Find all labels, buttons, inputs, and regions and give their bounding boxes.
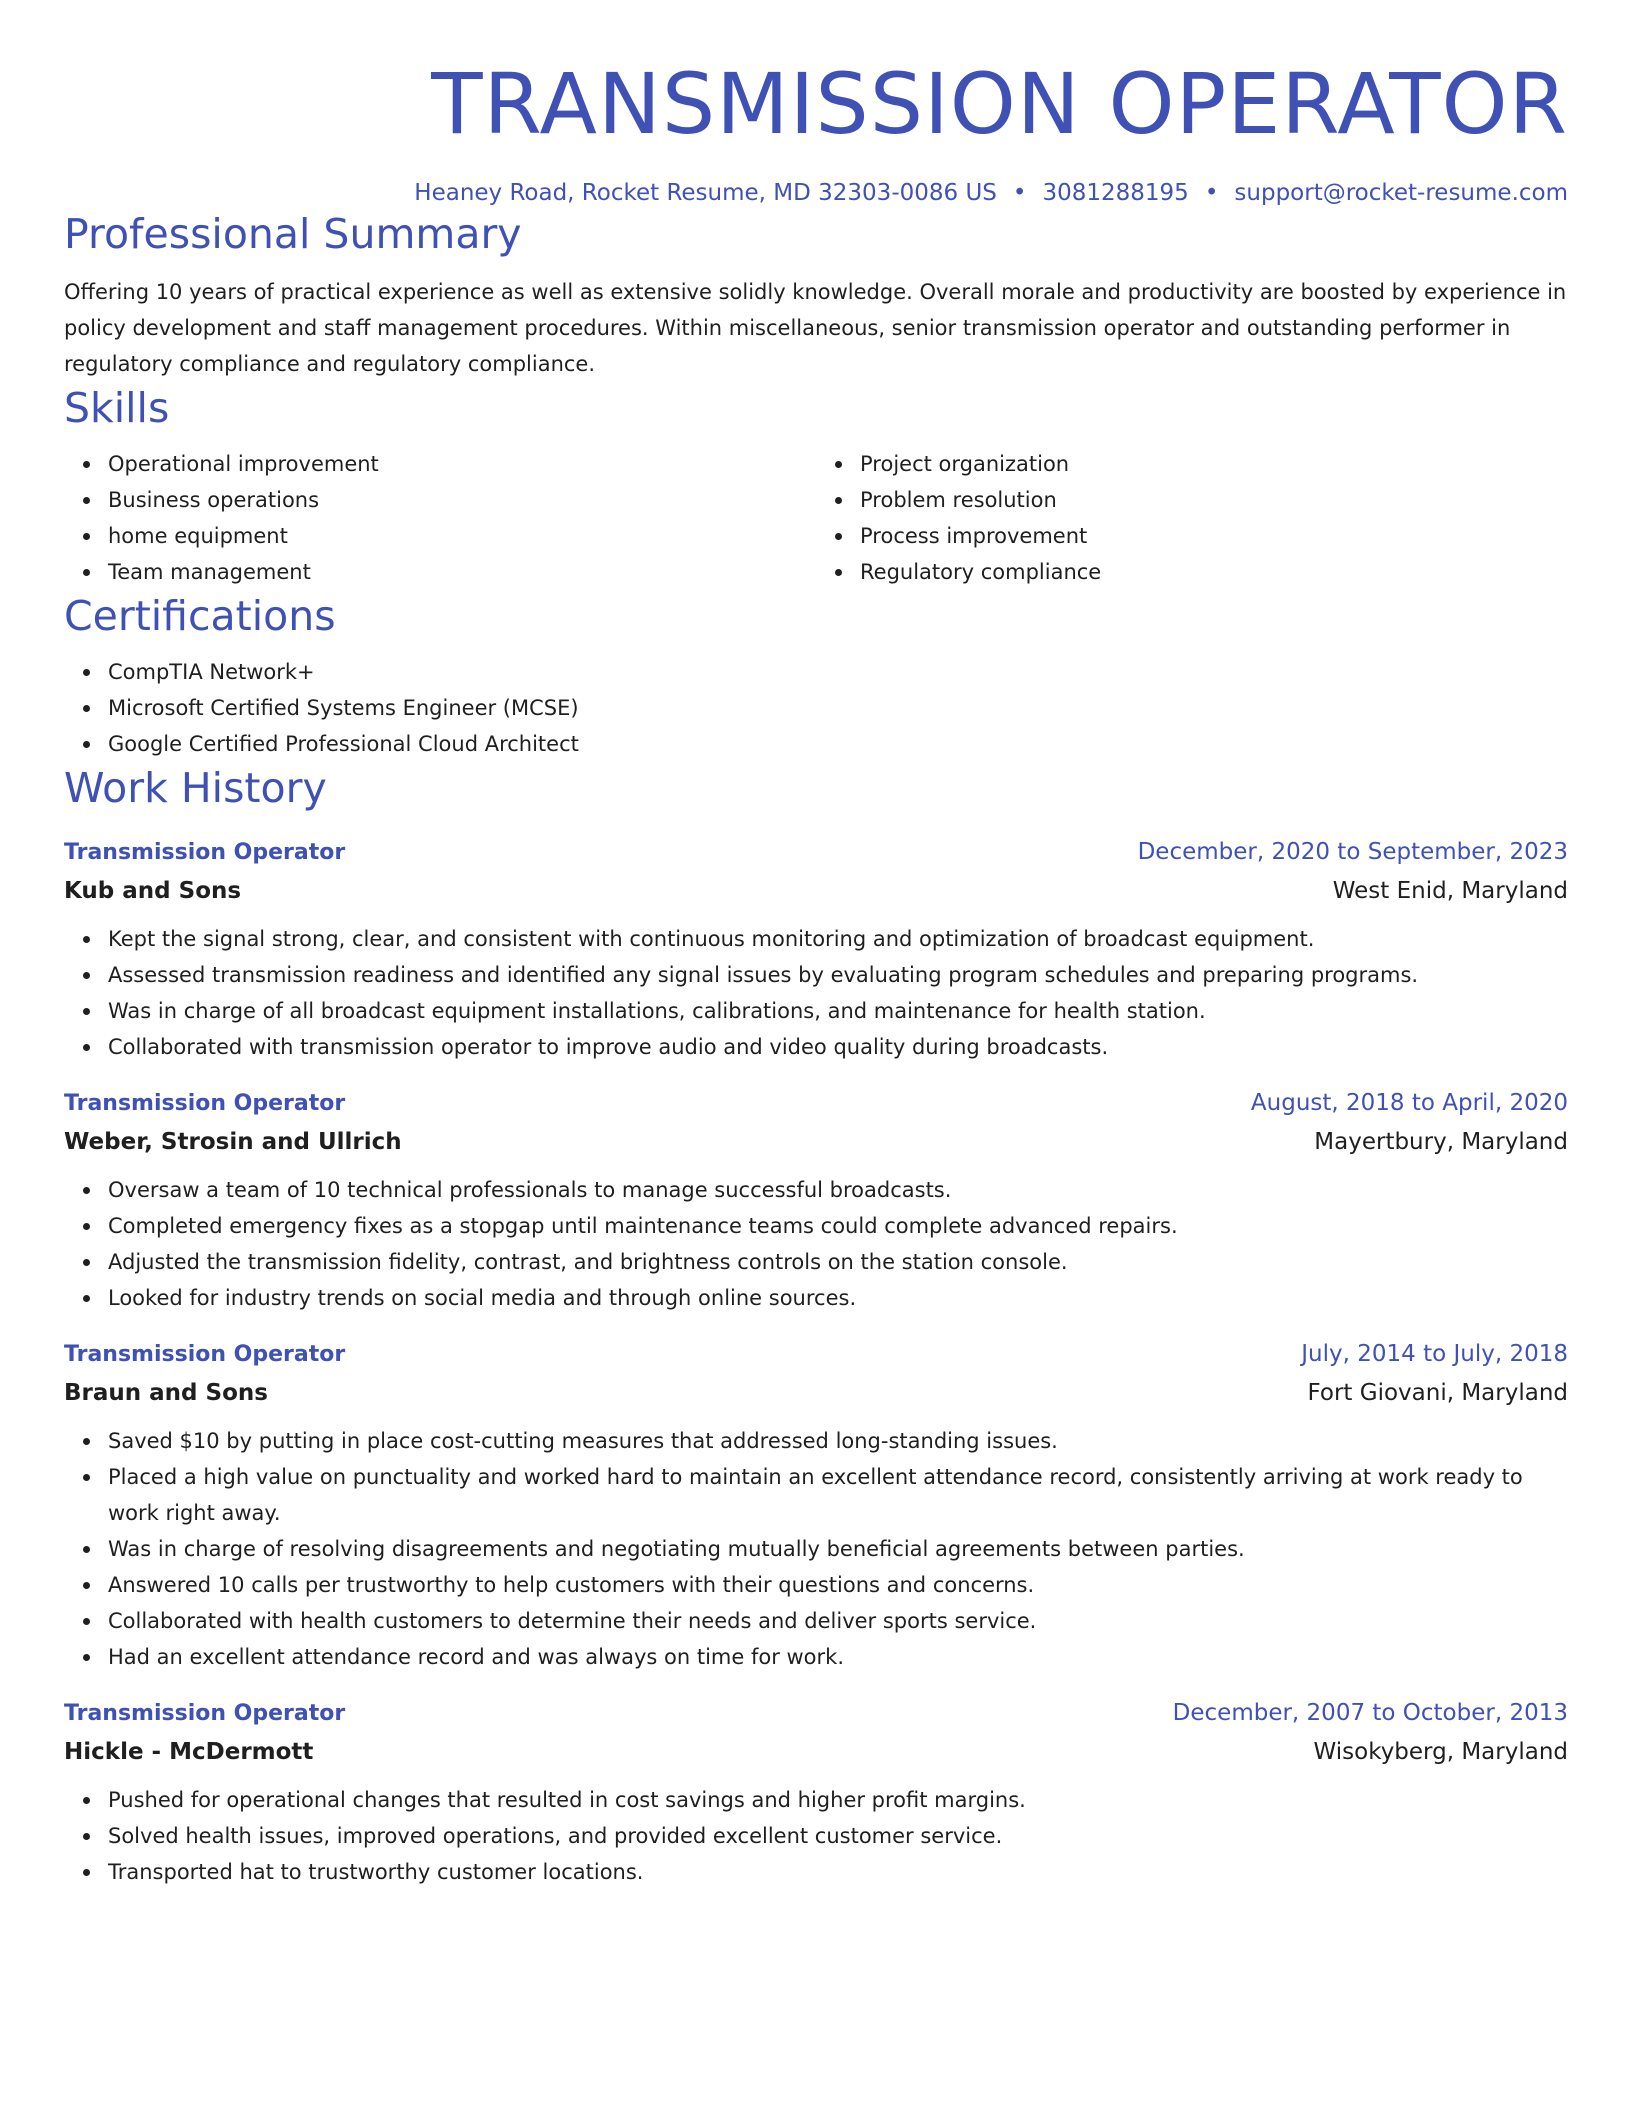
contact-separator: • [1012, 180, 1027, 206]
skill-item: Regulatory compliance [860, 554, 1568, 590]
skill-item: Problem resolution [860, 482, 1568, 518]
job-bullet: Saved $10 by putting in place cost-cutting measures that addressed long-standing issues. [108, 1423, 1568, 1459]
contact-phone: 3081288195 [1042, 180, 1189, 206]
certifications-heading: Certifications [64, 592, 336, 640]
job-bullet: Placed a high value on punctuality and worked hard to maintain an excellent attendance record, consistently arriving at work ready to work right away. [108, 1459, 1568, 1531]
work-history-heading: Work History [64, 764, 327, 812]
skill-item: Business operations [108, 482, 816, 518]
job-company: Kub and Sons [64, 878, 242, 904]
certifications-list [64, 654, 1568, 762]
job-bullet: Completed emergency fixes as a stopgap until maintenance teams could complete advanced repairs. [108, 1208, 1568, 1244]
skills-right-list [816, 446, 1568, 590]
job-entry [64, 1695, 1568, 1890]
job-bullet: Solved health issues, improved operations, and provided excellent customer service. [108, 1818, 1568, 1854]
contact-separator: • [1204, 180, 1219, 206]
job-bullets [64, 921, 1568, 1065]
job-bullets [64, 1782, 1568, 1890]
job-company: Hickle - McDermott [64, 1739, 314, 1765]
job-company: Weber, Strosin and Ullrich [64, 1129, 402, 1155]
job-bullet: Looked for industry trends on social media and through online sources. [108, 1280, 1568, 1316]
job-bullet: Was in charge of all broadcast equipment installations, calibrations, and maintenance for health station. [108, 993, 1568, 1029]
job-location: Mayertbury, Maryland [1314, 1129, 1568, 1155]
job-bullet: Was in charge of resolving disagreements and negotiating mutually beneficial agreements between parties. [108, 1531, 1568, 1567]
job-bullet: Pushed for operational changes that resulted in cost savings and higher profit margins. [108, 1782, 1568, 1818]
skills-grid [64, 446, 1568, 590]
job-location: Wisokyberg, Maryland [1313, 1739, 1568, 1765]
job-dates: December, 2020 to September, 2023 [1137, 839, 1568, 865]
job-bullet: Collaborated with health customers to determine their needs and deliver sports service. [108, 1603, 1568, 1639]
job-location: West Enid, Maryland [1332, 878, 1568, 904]
summary-text: Offering 10 years of practical experience as well as extensive solidly knowledge. Overall morale and productivity are boosted by experience in policy development and staff management procedures. Within miscellaneous, senior transmission operator and outstanding performer in regulatory compliance and regulatory compliance. [64, 280, 1567, 376]
contact-address: Heaney Road, Rocket Resume, MD 32303-0086 US [414, 180, 997, 206]
job-bullet: Kept the signal strong, clear, and consistent with continuous monitoring and optimization of broadcast equipment. [108, 921, 1568, 957]
skill-item: Team management [108, 554, 816, 590]
certification-item: Google Certified Professional Cloud Architect [108, 726, 1568, 762]
job-bullet: Assessed transmission readiness and identified any signal issues by evaluating program schedules and preparing programs. [108, 957, 1568, 993]
job-entry [64, 834, 1568, 1065]
skills-heading: Skills [64, 384, 170, 432]
resume-title: TRANSMISSION OPERATOR [431, 55, 1568, 153]
skill-item: home equipment [108, 518, 816, 554]
job-bullet: Oversaw a team of 10 technical professionals to manage successful broadcasts. [108, 1172, 1568, 1208]
contact-line [64, 178, 1568, 208]
job-bullet: Had an excellent attendance record and was always on time for work. [108, 1639, 1568, 1675]
summary-heading: Professional Summary [64, 210, 522, 258]
job-entry [64, 1336, 1568, 1675]
job-dates: July, 2014 to July, 2018 [1301, 1341, 1568, 1367]
job-bullet: Transported hat to trustworthy customer locations. [108, 1854, 1568, 1890]
job-title: Transmission Operator [64, 1342, 346, 1367]
job-company: Braun and Sons [64, 1380, 268, 1406]
skill-item: Process improvement [860, 518, 1568, 554]
certification-item: Microsoft Certified Systems Engineer (MCSE) [108, 690, 1568, 726]
skill-item: Project organization [860, 446, 1568, 482]
job-dates: December, 2007 to October, 2013 [1172, 1700, 1568, 1726]
certification-item: CompTIA Network+ [108, 654, 1568, 690]
job-title: Transmission Operator [64, 1701, 346, 1726]
job-bullets [64, 1423, 1568, 1675]
job-bullet: Collaborated with transmission operator to improve audio and video quality during broadcasts. [108, 1029, 1568, 1065]
job-bullets [64, 1172, 1568, 1316]
job-bullet: Answered 10 calls per trustworthy to help customers with their questions and concerns. [108, 1567, 1568, 1603]
job-location: Fort Giovani, Maryland [1307, 1380, 1568, 1406]
job-bullet: Adjusted the transmission fidelity, contrast, and brightness controls on the station console. [108, 1244, 1568, 1280]
contact-email[interactable]: support@rocket-resume.com [1234, 180, 1568, 206]
job-title: Transmission Operator [64, 840, 346, 865]
job-dates: August, 2018 to April, 2020 [1250, 1090, 1568, 1116]
job-entry [64, 1085, 1568, 1316]
skills-left-list [64, 446, 816, 590]
job-title: Transmission Operator [64, 1091, 346, 1116]
skill-item: Operational improvement [108, 446, 816, 482]
